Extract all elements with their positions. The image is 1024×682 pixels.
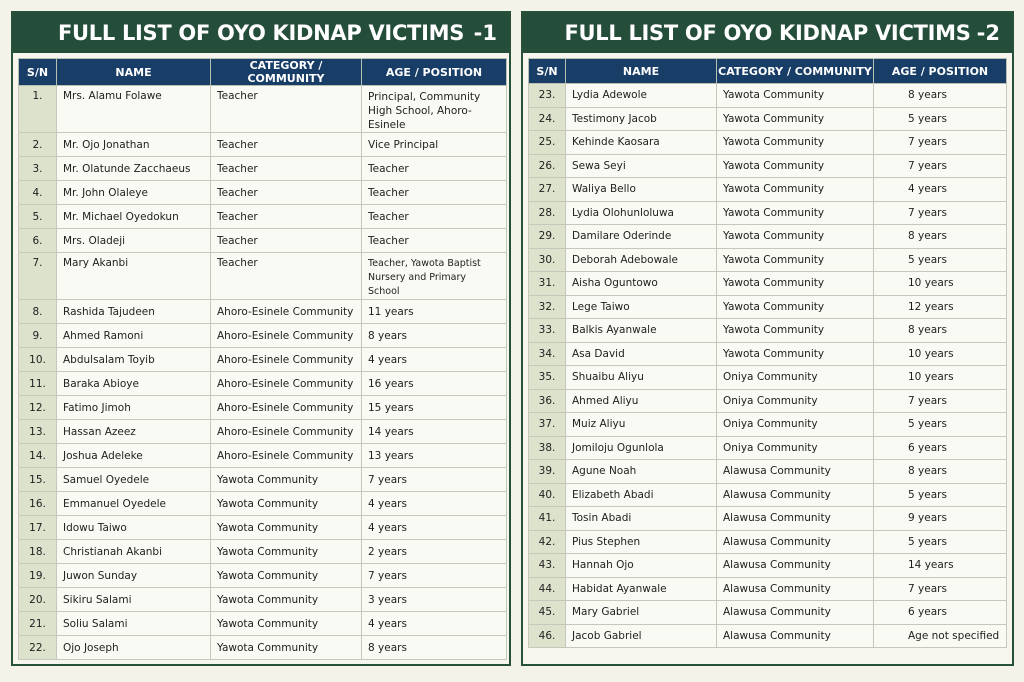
header-name: NAME <box>57 59 211 86</box>
cell-sn: 28. <box>529 201 566 225</box>
cell-category: Alawusa Community <box>717 554 874 578</box>
cell-name: Waliya Bello <box>566 178 717 202</box>
cell-name: Asa David <box>566 342 717 366</box>
cell-age: 4 years <box>362 612 507 636</box>
table-header-row <box>19 59 507 86</box>
table-header-row <box>529 59 1007 84</box>
cell-sn: 22. <box>19 636 57 660</box>
table-row <box>529 201 1007 225</box>
cell-name: Habidat Ayanwale <box>566 577 717 601</box>
table-row <box>19 300 507 324</box>
cell-sn: 6. <box>19 229 57 253</box>
cell-category: Yawota Community <box>211 588 362 612</box>
cell-age: Principal, Community High School, Ahoro-Esinele <box>362 86 507 133</box>
header-sn: S/N <box>19 59 57 86</box>
cell-name: Lydia Adewole <box>566 84 717 108</box>
cell-age: Teacher <box>362 181 507 205</box>
cell-category: Ahoro-Esinele Community <box>211 444 362 468</box>
cell-sn: 31. <box>529 272 566 296</box>
cell-age: 12 years <box>874 295 1007 319</box>
cell-sn: 23. <box>529 84 566 108</box>
cell-age: 7 years <box>362 468 507 492</box>
cell-category: Yawota Community <box>717 319 874 343</box>
cell-sn: 3. <box>19 157 57 181</box>
table-row <box>529 248 1007 272</box>
cell-age: 8 years <box>874 460 1007 484</box>
table-row <box>529 507 1007 531</box>
header-age: AGE / POSITION <box>874 59 1007 84</box>
cell-age: 10 years <box>874 366 1007 390</box>
table-row <box>529 460 1007 484</box>
header-sn: S/N <box>529 59 566 84</box>
cell-sn: 33. <box>529 319 566 343</box>
cell-age: Teacher <box>362 205 507 229</box>
table-row <box>19 157 507 181</box>
cell-category: Yawota Community <box>717 272 874 296</box>
cell-category: Alawusa Community <box>717 483 874 507</box>
cell-category: Ahoro-Esinele Community <box>211 396 362 420</box>
cell-name: Mary Akanbi <box>57 253 211 300</box>
cell-age: 7 years <box>362 564 507 588</box>
header-age: AGE / POSITION <box>362 59 507 86</box>
cell-sn: 8. <box>19 300 57 324</box>
cell-category: Teacher <box>211 86 362 133</box>
victims-list-panel-2 <box>521 11 1014 666</box>
cell-age: 4 years <box>362 348 507 372</box>
cell-sn: 15. <box>19 468 57 492</box>
table-body <box>19 86 507 660</box>
cell-name: Ahmed Ramoni <box>57 324 211 348</box>
cell-category: Teacher <box>211 229 362 253</box>
cell-age: 13 years <box>362 444 507 468</box>
cell-age: Vice Principal <box>362 133 507 157</box>
cell-age: 14 years <box>362 420 507 444</box>
cell-name: Sewa Seyi <box>566 154 717 178</box>
cell-name: Christianah Akanbi <box>57 540 211 564</box>
table-row <box>529 601 1007 625</box>
cell-sn: 34. <box>529 342 566 366</box>
cell-category: Alawusa Community <box>717 460 874 484</box>
cell-name: Mrs. Alamu Folawe <box>57 86 211 133</box>
cell-category: Yawota Community <box>717 154 874 178</box>
table-row <box>529 389 1007 413</box>
cell-sn: 2. <box>19 133 57 157</box>
cell-name: Ahmed Aliyu <box>566 389 717 413</box>
cell-sn: 39. <box>529 460 566 484</box>
table-row <box>529 624 1007 648</box>
header-category: CATEGORY / COMMUNITY <box>717 59 874 84</box>
cell-age: 8 years <box>874 84 1007 108</box>
cell-category: Oniya Community <box>717 389 874 413</box>
cell-age: 7 years <box>874 389 1007 413</box>
cell-category: Yawota Community <box>717 225 874 249</box>
cell-name: Soliu Salami <box>57 612 211 636</box>
cell-category: Ahoro-Esinele Community <box>211 420 362 444</box>
cell-name: Agune Noah <box>566 460 717 484</box>
cell-category: Yawota Community <box>717 107 874 131</box>
cell-sn: 18. <box>19 540 57 564</box>
cell-name: Rashida Tajudeen <box>57 300 211 324</box>
table-row <box>529 272 1007 296</box>
cell-age: 5 years <box>874 413 1007 437</box>
header-category: CATEGORY / COMMUNITY <box>211 59 362 86</box>
cell-category: Ahoro-Esinele Community <box>211 372 362 396</box>
cell-name: Deborah Adebowale <box>566 248 717 272</box>
table-row <box>19 86 507 133</box>
cell-age: 5 years <box>874 107 1007 131</box>
cell-age: 15 years <box>362 396 507 420</box>
cell-age: 5 years <box>874 530 1007 554</box>
cell-age: 10 years <box>874 342 1007 366</box>
table-row <box>529 84 1007 108</box>
cell-category: Alawusa Community <box>717 507 874 531</box>
cell-age: 8 years <box>362 324 507 348</box>
cell-sn: 36. <box>529 389 566 413</box>
cell-category: Yawota Community <box>717 201 874 225</box>
victims-table-1 <box>18 58 507 660</box>
table-row <box>19 229 507 253</box>
cell-sn: 12. <box>19 396 57 420</box>
cell-name: Mr. John Olaleye <box>57 181 211 205</box>
cell-age: 4 years <box>874 178 1007 202</box>
cell-sn: 9. <box>19 324 57 348</box>
cell-name: Juwon Sunday <box>57 564 211 588</box>
table-row <box>529 107 1007 131</box>
cell-sn: 32. <box>529 295 566 319</box>
table-row <box>529 295 1007 319</box>
cell-name: Jacob Gabriel <box>566 624 717 648</box>
cell-sn: 24. <box>529 107 566 131</box>
table-row <box>19 420 507 444</box>
cell-age: 4 years <box>362 492 507 516</box>
table-row <box>19 516 507 540</box>
cell-category: Yawota Community <box>717 295 874 319</box>
cell-name: Samuel Oyedele <box>57 468 211 492</box>
cell-category: Alawusa Community <box>717 624 874 648</box>
cell-category: Yawota Community <box>717 342 874 366</box>
table-row <box>19 636 507 660</box>
cell-age: 4 years <box>362 516 507 540</box>
table-row <box>19 181 507 205</box>
cell-sn: 38. <box>529 436 566 460</box>
cell-age: 8 years <box>874 225 1007 249</box>
cell-category: Yawota Community <box>211 540 362 564</box>
cell-age: 6 years <box>874 601 1007 625</box>
table-row <box>529 577 1007 601</box>
cell-name: Lege Taiwo <box>566 295 717 319</box>
panel-2-title-banner <box>523 13 1012 53</box>
cell-sn: 16. <box>19 492 57 516</box>
cell-category: Yawota Community <box>211 516 362 540</box>
table-row <box>529 413 1007 437</box>
cell-age: 14 years <box>874 554 1007 578</box>
table-row <box>19 205 507 229</box>
panel-2-title: FULL LIST OF OYO KIDNAP VICTIMS <box>564 21 971 45</box>
cell-age: 7 years <box>874 577 1007 601</box>
cell-category: Ahoro-Esinele Community <box>211 300 362 324</box>
cell-category: Yawota Community <box>211 564 362 588</box>
cell-age: 11 years <box>362 300 507 324</box>
cell-sn: 10. <box>19 348 57 372</box>
cell-name: Abdulsalam Toyib <box>57 348 211 372</box>
cell-sn: 13. <box>19 420 57 444</box>
cell-age: 10 years <box>874 272 1007 296</box>
table-body <box>529 84 1007 648</box>
table-row <box>529 131 1007 155</box>
cell-age: 7 years <box>874 131 1007 155</box>
cell-name: Sikiru Salami <box>57 588 211 612</box>
cell-name: Testimony Jacob <box>566 107 717 131</box>
cell-category: Ahoro-Esinele Community <box>211 348 362 372</box>
victims-list-panel-1 <box>11 11 511 666</box>
victims-table-2 <box>528 58 1007 648</box>
cell-sn: 14. <box>19 444 57 468</box>
cell-sn: 29. <box>529 225 566 249</box>
cell-sn: 41. <box>529 507 566 531</box>
cell-name: Joshua Adeleke <box>57 444 211 468</box>
cell-sn: 42. <box>529 530 566 554</box>
cell-sn: 11. <box>19 372 57 396</box>
table-row <box>529 178 1007 202</box>
cell-name: Hannah Ojo <box>566 554 717 578</box>
cell-name: Emmanuel Oyedele <box>57 492 211 516</box>
cell-name: Mr. Michael Oyedokun <box>57 205 211 229</box>
cell-sn: 44. <box>529 577 566 601</box>
cell-name: Mary Gabriel <box>566 601 717 625</box>
table-row <box>19 372 507 396</box>
cell-age: 8 years <box>362 636 507 660</box>
cell-category: Teacher <box>211 133 362 157</box>
panel-1-title-banner <box>13 13 509 53</box>
cell-sn: 40. <box>529 483 566 507</box>
cell-category: Teacher <box>211 181 362 205</box>
cell-name: Jomiloju Ogunlola <box>566 436 717 460</box>
table-row <box>19 540 507 564</box>
cell-sn: 25. <box>529 131 566 155</box>
table-row <box>19 444 507 468</box>
cell-name: Mr. Olatunde Zacchaeus <box>57 157 211 181</box>
cell-category: Yawota Community <box>717 248 874 272</box>
cell-name: Idowu Taiwo <box>57 516 211 540</box>
cell-sn: 5. <box>19 205 57 229</box>
cell-category: Yawota Community <box>211 636 362 660</box>
panel-2-number: -2 <box>976 21 1000 45</box>
cell-category: Yawota Community <box>717 131 874 155</box>
cell-category: Yawota Community <box>211 468 362 492</box>
cell-category: Yawota Community <box>211 492 362 516</box>
table-row <box>19 253 507 300</box>
cell-name: Hassan Azeez <box>57 420 211 444</box>
table-row <box>19 324 507 348</box>
cell-name: Lydia Olohunloluwa <box>566 201 717 225</box>
cell-age: 8 years <box>874 319 1007 343</box>
table-row <box>19 588 507 612</box>
cell-age: 2 years <box>362 540 507 564</box>
cell-sn: 4. <box>19 181 57 205</box>
cell-category: Teacher <box>211 253 362 300</box>
table-row <box>19 348 507 372</box>
table-row <box>529 154 1007 178</box>
cell-age: 5 years <box>874 483 1007 507</box>
cell-age: 7 years <box>874 201 1007 225</box>
cell-age: 9 years <box>874 507 1007 531</box>
cell-category: Ahoro-Esinele Community <box>211 324 362 348</box>
cell-sn: 43. <box>529 554 566 578</box>
table-row <box>529 483 1007 507</box>
header-name: NAME <box>566 59 717 84</box>
cell-name: Shuaibu Aliyu <box>566 366 717 390</box>
cell-sn: 35. <box>529 366 566 390</box>
table-row <box>19 468 507 492</box>
table-row <box>529 342 1007 366</box>
cell-category: Alawusa Community <box>717 530 874 554</box>
cell-sn: 20. <box>19 588 57 612</box>
cell-sn: 45. <box>529 601 566 625</box>
cell-name: Baraka Abioye <box>57 372 211 396</box>
cell-category: Teacher <box>211 157 362 181</box>
table-row <box>19 612 507 636</box>
cell-category: Yawota Community <box>717 178 874 202</box>
cell-name: Kehinde Kaosara <box>566 131 717 155</box>
cell-category: Oniya Community <box>717 436 874 460</box>
cell-age: 16 years <box>362 372 507 396</box>
cell-sn: 19. <box>19 564 57 588</box>
cell-age: 6 years <box>874 436 1007 460</box>
cell-sn: 1. <box>19 86 57 133</box>
cell-name: Damilare Oderinde <box>566 225 717 249</box>
cell-sn: 46. <box>529 624 566 648</box>
cell-name: Mrs. Oladeji <box>57 229 211 253</box>
cell-sn: 37. <box>529 413 566 437</box>
cell-category: Yawota Community <box>717 84 874 108</box>
cell-category: Oniya Community <box>717 366 874 390</box>
cell-age: Age not specified <box>874 624 1007 648</box>
cell-sn: 7. <box>19 253 57 300</box>
cell-age: Teacher, Yawota Baptist Nursery and Primary School <box>362 253 507 300</box>
cell-sn: 21. <box>19 612 57 636</box>
table-row <box>529 436 1007 460</box>
table-row <box>529 366 1007 390</box>
table-row <box>19 492 507 516</box>
table-row <box>19 396 507 420</box>
cell-name: Mr. Ojo Jonathan <box>57 133 211 157</box>
table-row <box>529 554 1007 578</box>
cell-age: 3 years <box>362 588 507 612</box>
panel-1-number: -1 <box>473 21 497 45</box>
cell-name: Muiz Aliyu <box>566 413 717 437</box>
cell-age: 7 years <box>874 154 1007 178</box>
cell-category: Alawusa Community <box>717 601 874 625</box>
cell-category: Yawota Community <box>211 612 362 636</box>
table-row <box>529 319 1007 343</box>
cell-category: Oniya Community <box>717 413 874 437</box>
cell-name: Elizabeth Abadi <box>566 483 717 507</box>
panel-1-title: FULL LIST OF OYO KIDNAP VICTIMS <box>57 21 465 45</box>
table-row <box>19 133 507 157</box>
cell-sn: 30. <box>529 248 566 272</box>
cell-name: Balkis Ayanwale <box>566 319 717 343</box>
cell-category: Teacher <box>211 205 362 229</box>
cell-category: Alawusa Community <box>717 577 874 601</box>
cell-name: Ojo Joseph <box>57 636 211 660</box>
cell-sn: 26. <box>529 154 566 178</box>
cell-sn: 27. <box>529 178 566 202</box>
cell-age: Teacher <box>362 157 507 181</box>
table-row <box>529 225 1007 249</box>
cell-name: Tosin Abadi <box>566 507 717 531</box>
cell-age: 5 years <box>874 248 1007 272</box>
cell-name: Pius Stephen <box>566 530 717 554</box>
cell-age: Teacher <box>362 229 507 253</box>
cell-sn: 17. <box>19 516 57 540</box>
cell-name: Fatimo Jimoh <box>57 396 211 420</box>
table-row <box>19 564 507 588</box>
cell-name: Aisha Oguntowo <box>566 272 717 296</box>
table-row <box>529 530 1007 554</box>
